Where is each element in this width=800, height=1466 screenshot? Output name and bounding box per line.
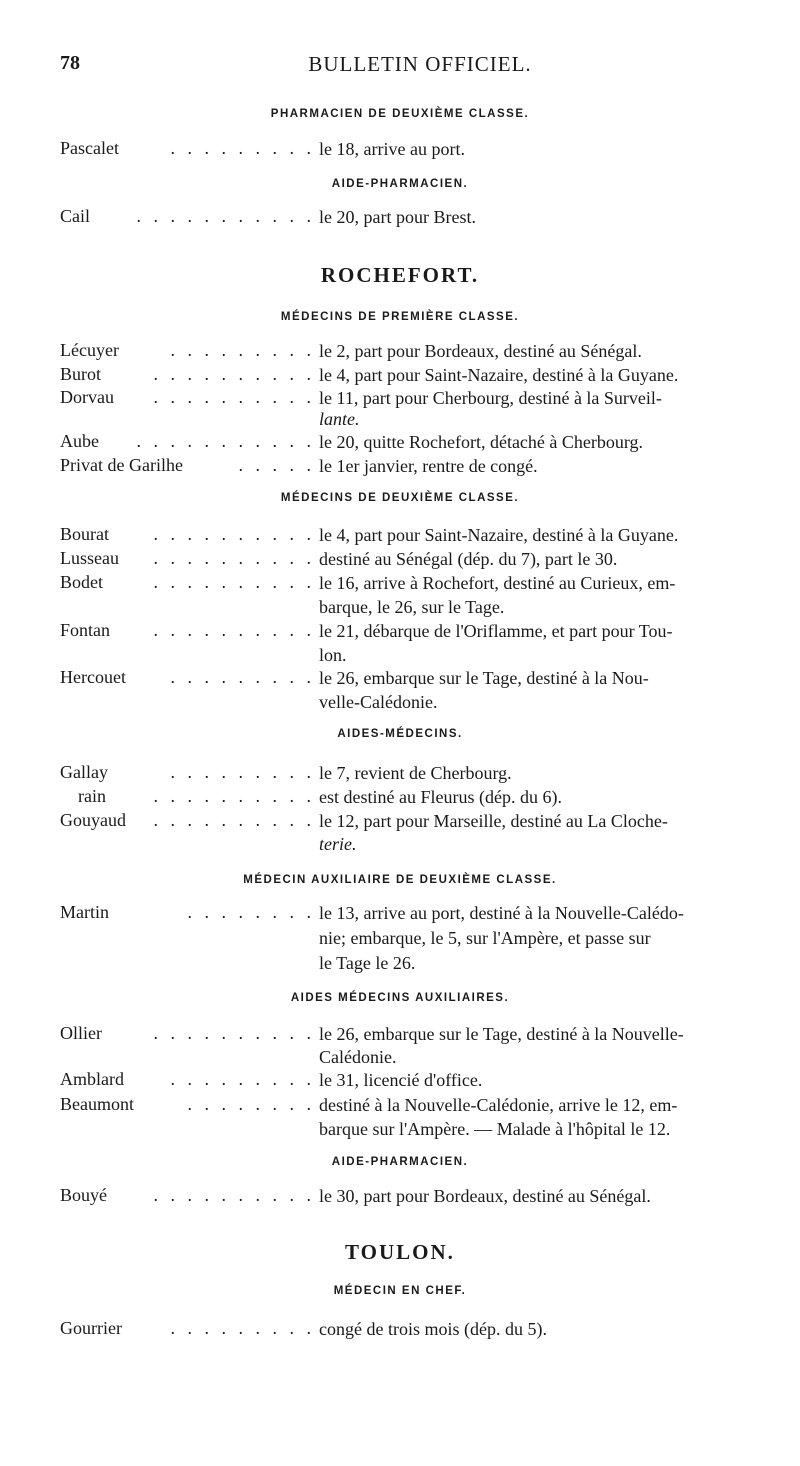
leader-dots: . . . . . . . . . . xyxy=(153,548,315,568)
leader-dots: . . . . . . . . . . xyxy=(153,1185,315,1205)
person-name: Gouyaud xyxy=(60,810,126,830)
page-header xyxy=(60,52,780,82)
section-heading: MÉDECIN EN CHEF. xyxy=(333,1285,467,1297)
section-heading: AIDE-PHARMACIEN. xyxy=(331,1156,469,1168)
person-name: Cail xyxy=(60,206,90,226)
entry-text-continued: le Tage le 26. xyxy=(319,953,416,973)
person-name: Beaumont xyxy=(60,1094,134,1114)
entry-row xyxy=(60,206,770,234)
entry-text: le 20, quitte Rochefort, détaché à Cherbourg. xyxy=(319,432,644,452)
person-name: Bodet xyxy=(60,572,103,592)
section-heading: AIDES MÉDECINS AUXILIAIRES. xyxy=(290,992,510,1004)
leader-dots: . . . . . . . . . xyxy=(170,667,315,687)
entry-text: le 30, part pour Bordeaux, destiné au Sénégal. xyxy=(319,1186,651,1206)
leader-dots: . . . . . . . . . . xyxy=(153,524,315,544)
entry-text-continued: barque sur l'Ampère. — Malade à l'hôpital le 12. xyxy=(319,1119,671,1139)
entry-row xyxy=(60,902,770,976)
leader-dots: . . . . . . . . . . xyxy=(153,572,315,592)
person-name: Gourrier xyxy=(60,1318,122,1338)
entry-text: le 12, part pour Marseille, destiné au La Cloche- xyxy=(319,811,668,831)
person-name: Martin xyxy=(60,902,109,922)
entry-text-continued: terie. xyxy=(319,834,357,854)
entry-row xyxy=(60,1185,770,1213)
leader-dots: . . . . . . . . . . xyxy=(153,620,315,640)
person-name: Bouyé xyxy=(60,1185,107,1205)
entry-row xyxy=(60,1023,770,1073)
section-heading: AIDES-MÉDECINS. xyxy=(337,728,463,740)
person-name: Amblard xyxy=(60,1069,124,1089)
entry-text: le 2, part pour Bordeaux, destiné au Sénégal. xyxy=(319,341,642,361)
person-name: Lusseau xyxy=(60,548,119,568)
person-name: Pascalet xyxy=(60,138,119,158)
person-name: rain xyxy=(78,786,106,806)
leader-dots: . . . . . . . . xyxy=(187,1094,315,1114)
section-heading: MÉDECINS DE PREMIÈRE CLASSE. xyxy=(280,311,520,323)
leader-dots: . . . . . . . . . xyxy=(170,340,315,360)
entry-text: le 31, licencié d'office. xyxy=(319,1070,483,1090)
leader-dots: . . . . . . . . . . xyxy=(153,1023,315,1043)
running-title: BULLETIN OFFICIEL. xyxy=(308,52,532,76)
entry-row xyxy=(60,1069,770,1097)
section-heading: AIDE-PHARMACIEN. xyxy=(331,178,469,190)
entry-text: le 20, part pour Brest. xyxy=(319,207,476,227)
entry-text-continued: lante. xyxy=(319,409,360,429)
entry-text: le 16, arrive à Rochefort, destiné au Curieux, em- xyxy=(319,573,676,593)
leader-dots: . . . . . . . . . . xyxy=(153,387,315,407)
city-heading: ROCHEFORT. xyxy=(320,263,480,287)
entry-row xyxy=(60,138,770,166)
entry-text: le 4, part pour Saint-Nazaire, destiné à la Guyane. xyxy=(319,365,679,385)
entry-text: le 21, débarque de l'Oriflamme, et part pour Tou- xyxy=(319,621,673,641)
entry-row xyxy=(60,667,770,717)
person-name: Dorvau xyxy=(60,387,114,407)
person-name: Privat de Garilhe xyxy=(60,455,183,475)
entry-text-continued: nie; embarque, le 5, sur l'Ampère, et passe sur xyxy=(319,928,651,948)
person-name: Aube xyxy=(60,431,99,451)
person-name: Bourat xyxy=(60,524,109,544)
entry-row xyxy=(60,455,770,483)
entry-text: congé de trois mois (dép. du 5). xyxy=(319,1319,547,1339)
leader-dots: . . . . . . . . . . xyxy=(153,786,315,806)
entry-row xyxy=(60,620,770,670)
entry-row xyxy=(60,572,770,622)
entry-text: le 13, arrive au port, destiné à la Nouvelle-Calédo- xyxy=(319,903,684,923)
leader-dots: . . . . . xyxy=(238,455,315,475)
entry-text-continued: velle-Calédonie. xyxy=(319,692,438,712)
entry-text: destiné au Sénégal (dép. du 7), part le 30. xyxy=(319,549,618,569)
page-number: 78 xyxy=(60,52,80,74)
entry-text: le 26, embarque sur le Tage, destiné à la Nouvelle- xyxy=(319,1024,684,1044)
leader-dots: . . . . . . . . . . xyxy=(153,364,315,384)
entry-text: le 18, arrive au port. xyxy=(319,139,465,159)
leader-dots: . . . . . . . . . xyxy=(170,138,315,158)
city-heading: TOULON. xyxy=(345,1240,455,1264)
person-name: Gallay xyxy=(60,762,108,782)
entry-text: le 1er janvier, rentre de congé. xyxy=(319,456,538,476)
leader-dots: . . . . . . . . . xyxy=(170,1318,315,1338)
person-name: Ollier xyxy=(60,1023,102,1043)
leader-dots: . . . . . . . . xyxy=(187,902,315,922)
leader-dots: . . . . . . . . . xyxy=(170,1069,315,1089)
entry-text-continued: barque, le 26, sur le Tage. xyxy=(319,597,505,617)
person-name: Fontan xyxy=(60,620,111,640)
entry-text: le 7, revient de Cherbourg. xyxy=(319,763,512,783)
section-heading: MÉDECIN AUXILIAIRE DE DEUXIÈME CLASSE. xyxy=(243,874,557,886)
person-name: Burot xyxy=(60,364,102,384)
leader-dots: . . . . . . . . . . . xyxy=(136,206,315,226)
entry-row xyxy=(60,387,770,437)
leader-dots: . . . . . . . . . . xyxy=(153,810,315,830)
entry-text-continued: Calédonie. xyxy=(319,1047,397,1067)
entry-text-continued: lon. xyxy=(319,645,347,665)
entry-row xyxy=(60,810,770,860)
leader-dots: . . . . . . . . . xyxy=(170,762,315,782)
leader-dots: . . . . . . . . . . . xyxy=(136,431,315,451)
entry-text: destiné à la Nouvelle-Calédonie, arrive le 12, em- xyxy=(319,1095,678,1115)
section-heading: PHARMACIEN DE DEUXIÈME CLASSE. xyxy=(270,108,530,120)
person-name: Hercouet xyxy=(60,667,126,687)
entry-row xyxy=(60,1318,770,1346)
section-heading: MÉDECINS DE DEUXIÈME CLASSE. xyxy=(280,492,520,504)
entry-text: est destiné au Fleurus (dép. du 6). xyxy=(319,787,562,807)
entry-text: le 4, part pour Saint-Nazaire, destiné à la Guyane. xyxy=(319,525,679,545)
entry-row xyxy=(60,1094,770,1144)
entry-text: le 11, part pour Cherbourg, destiné à la Surveil- xyxy=(319,388,662,408)
entry-text: le 26, embarque sur le Tage, destiné à la Nou- xyxy=(319,668,649,688)
person-name: Lécuyer xyxy=(60,340,119,360)
